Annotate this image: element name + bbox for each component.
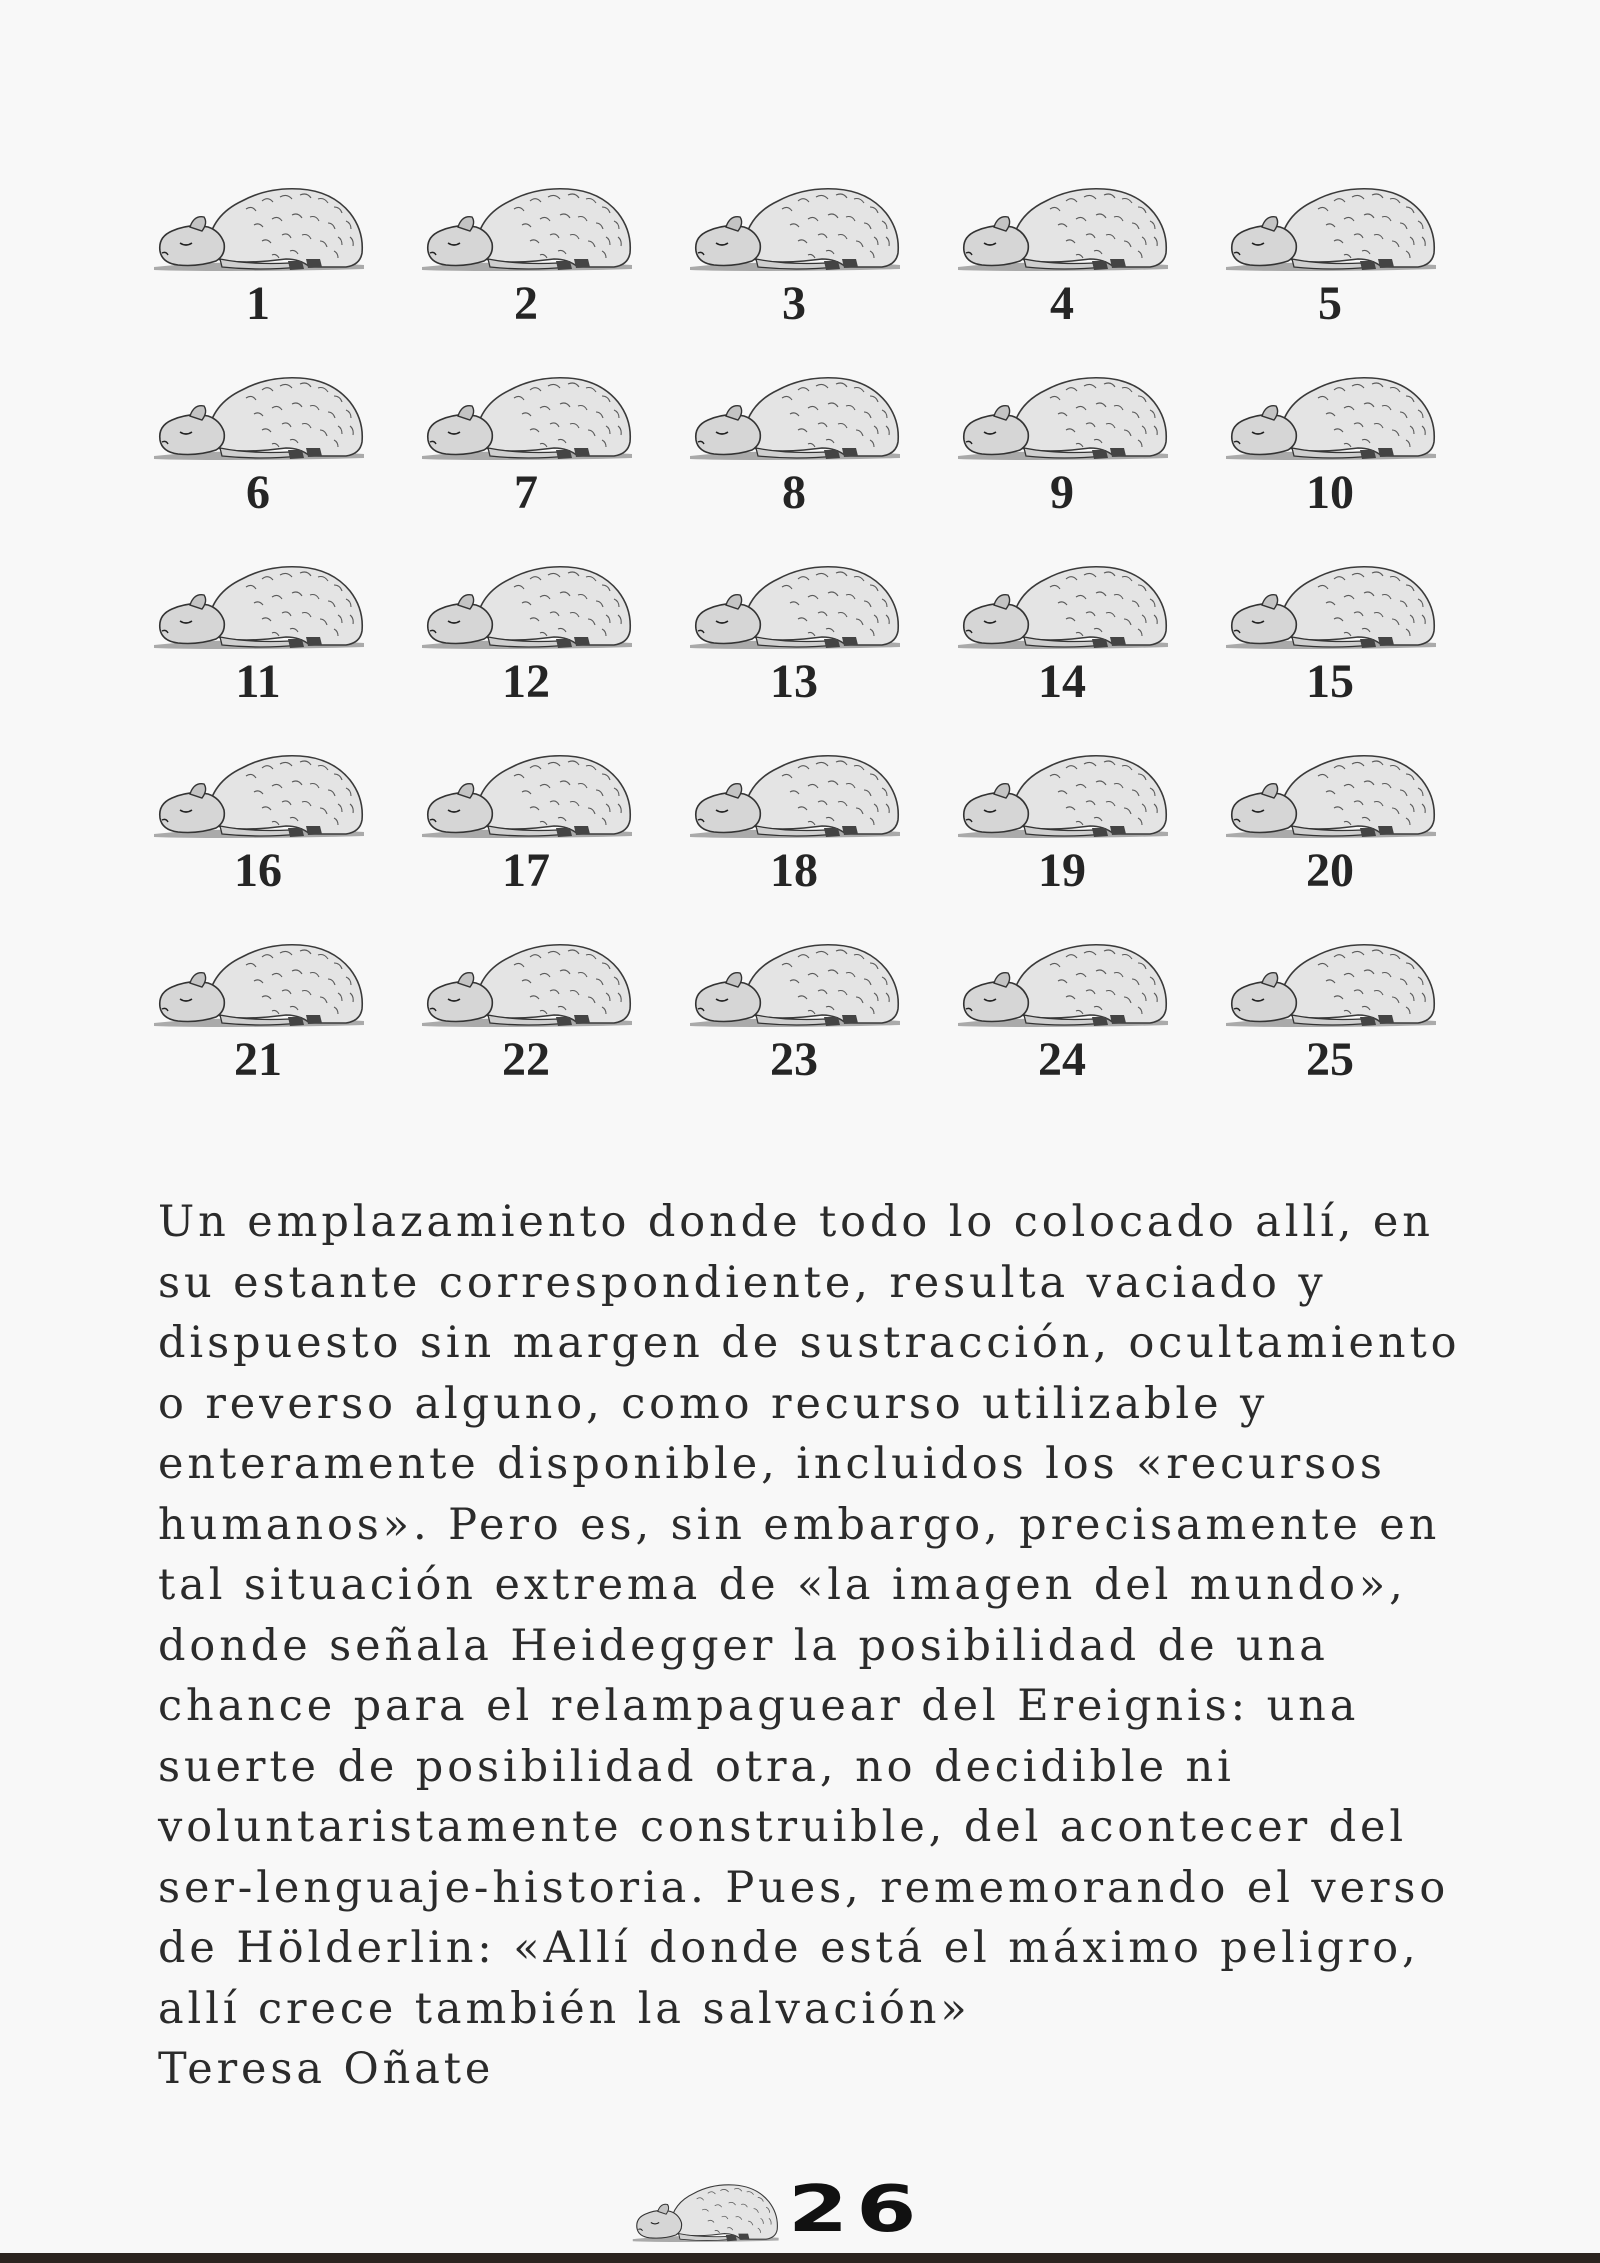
sleeping-sheep-icon [418,359,634,469]
sheep-cell [150,926,366,1097]
sleeping-sheep-icon [954,737,1170,847]
sheep-cell [954,170,1170,341]
sleeping-sheep-icon [686,737,902,847]
sleeping-sheep-icon [686,548,902,658]
sheep-cell [418,359,634,530]
quote-line: allí crece también la salvación» [158,1983,971,2034]
sleeping-sheep-icon [150,170,366,280]
sleeping-sheep-icon [150,926,366,1036]
sleeping-sheep-icon [954,926,1170,1036]
sleeping-sheep-icon [418,548,634,658]
sheep-number: 11 [235,655,281,708]
sheep-cell [418,170,634,341]
sheep-number: 12 [502,655,550,708]
quote-line: chance para el relampaguear del Ereignis: una [158,1681,1360,1731]
sheep-cell [150,359,366,530]
sheep-cell [418,737,634,908]
quote-line: su estante correspondiente, resulta vaciado y [158,1257,1327,1308]
sheep-cell [1222,737,1438,908]
sleeping-sheep-icon [1222,359,1438,469]
quote-line: suerte de posibilidad otra, no decidible ni [158,1741,1235,1792]
page-footer [630,2170,925,2250]
sheep-cell [686,359,902,530]
quote-line: dispuesto sin margen de sustracción, ocultamiento [158,1318,1461,1368]
sheep-cell [686,737,902,908]
quote-line: donde señala Heidegger la posibilidad de una [158,1620,1329,1671]
quote-line: humanos». Pero es, sin embargo, precisamente en [158,1499,1441,1550]
sheep-cell [954,359,1170,530]
sheep-cell [686,548,902,719]
sleeping-sheep-icon [686,170,902,280]
sheep-number: 8 [782,466,806,519]
sheep-number: 13 [770,655,818,708]
sheep-number: 7 [514,466,538,519]
sleeping-sheep-icon [418,926,634,1036]
sleeping-sheep-icon [150,548,366,658]
sheep-cell [1222,926,1438,1097]
quote-line: de Hölderlin: «Allí donde está el máximo peligro, [158,1923,1420,1973]
sheep-number: 22 [502,1033,550,1086]
quote-line: Un emplazamiento donde todo lo colocado allí, en [158,1197,1434,1247]
quote-line: o reverso alguno, como recurso utilizable y [158,1378,1269,1429]
sheep-number: 1 [246,277,270,330]
sheep-number: 4 [1050,277,1074,330]
sheep-number: 16 [234,844,282,897]
sheep-grid [150,170,1460,1097]
page-number: 26 [788,2173,925,2247]
sheep-number: 2 [514,277,538,330]
sleeping-sheep-icon [686,926,902,1036]
sheep-cell [418,926,634,1097]
sleeping-sheep-icon [1222,170,1438,280]
sheep-number: 24 [1038,1033,1086,1086]
sheep-cell [1222,359,1438,530]
sheep-cell [1222,548,1438,719]
sheep-cell [686,170,902,341]
sleeping-sheep-icon [1222,926,1438,1036]
sleeping-sheep-icon [686,359,902,469]
sheep-cell [954,926,1170,1097]
sleeping-sheep-icon [954,548,1170,658]
sleeping-sheep-icon [418,170,634,280]
sheep-number: 23 [770,1033,818,1086]
sleeping-sheep-icon [150,359,366,469]
sheep-cell [1222,170,1438,341]
sheep-number: 14 [1038,655,1086,708]
sheep-number: 20 [1306,844,1354,897]
sheep-number: 21 [234,1033,282,1086]
sheep-number: 5 [1318,277,1342,330]
sheep-number: 17 [502,844,550,897]
sleeping-sheep-icon [418,737,634,847]
sheep-cell [150,548,366,719]
sheep-number: 9 [1050,466,1074,519]
sheep-number: 10 [1306,466,1354,519]
sleeping-sheep-icon [1222,737,1438,847]
sleeping-sheep-icon [1222,548,1438,658]
sheep-cell [954,737,1170,908]
sheep-cell [686,926,902,1097]
sleeping-sheep-icon [630,2170,780,2250]
sheep-cell [954,548,1170,719]
sheep-number: 6 [246,466,270,519]
quote-line: tal situación extrema de «la imagen del mundo», [158,1560,1407,1610]
sheep-number: 19 [1038,844,1086,897]
sheep-number: 15 [1306,655,1354,708]
sheep-number: 25 [1306,1033,1354,1086]
sheep-cell [150,170,366,341]
sleeping-sheep-icon [150,737,366,847]
sheep-cell [418,548,634,719]
quote-line: voluntaristamente construible, del acontecer del [158,1802,1408,1852]
sheep-number: 3 [782,277,806,330]
bottom-rule [0,2253,1600,2263]
sheep-cell [150,737,366,908]
quote-line: enteramente disponible, incluidos los «recursos [158,1439,1386,1489]
quote-author: Teresa Oñate [158,2044,495,2094]
quote-text [158,1192,1468,2100]
sleeping-sheep-icon [954,170,1170,280]
sleeping-sheep-icon [954,359,1170,469]
sheep-number: 18 [770,844,818,897]
quote-line: ser-lenguaje-historia. Pues, rememorando el verso [158,1862,1450,1913]
